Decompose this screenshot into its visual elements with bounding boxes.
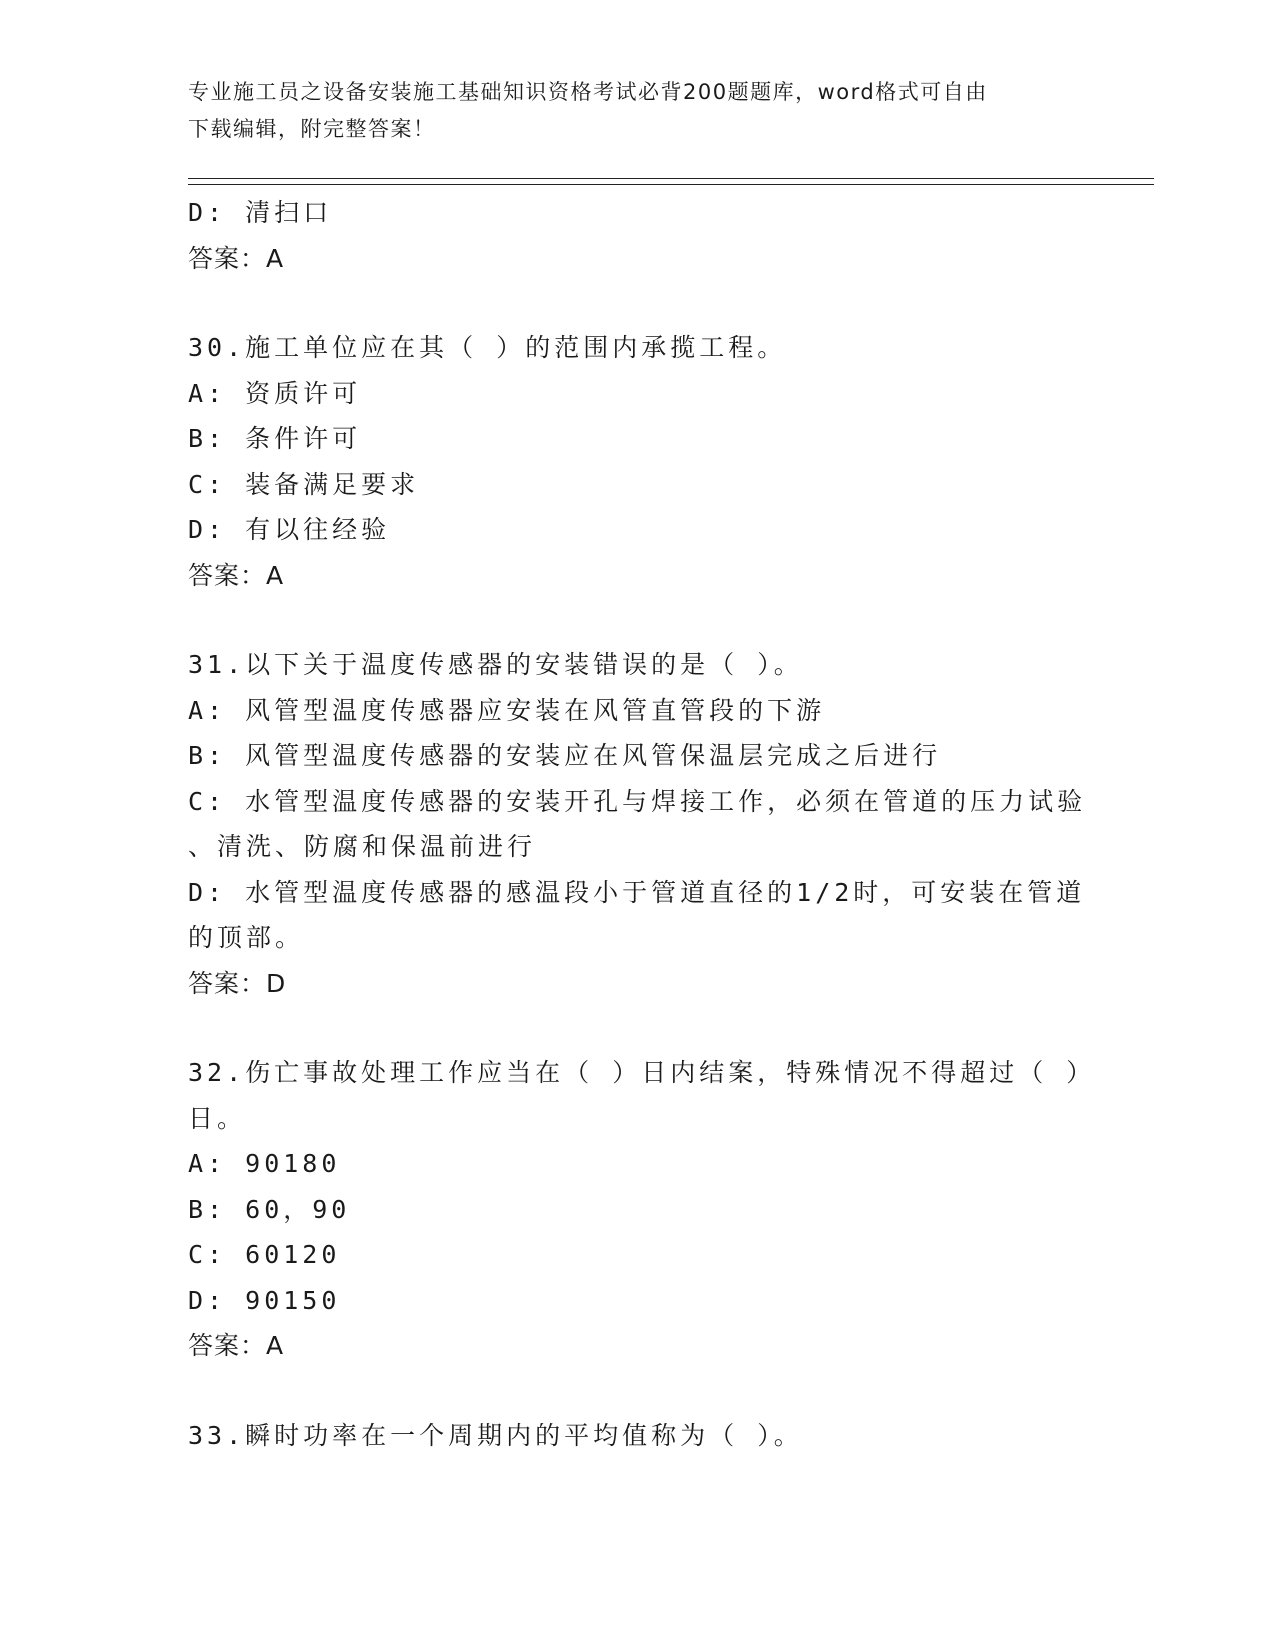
option-d: D: 水管型温度传感器的感温段小于管道直径的1/2时，可安装在管道	[188, 877, 1086, 907]
option-c: C: 装备满足要求	[188, 469, 420, 499]
header-line-1: 专业施工员之设备安装施工基础知识资格考试必背200题题库，word格式可自由	[188, 80, 988, 104]
header-rule-top	[188, 178, 1154, 179]
question-stem-continued: 日。	[188, 1103, 247, 1133]
answer: 答案：A	[188, 560, 285, 590]
answer: 答案：A	[188, 1331, 285, 1360]
document-header	[188, 74, 1068, 148]
question-stem: 31.以下关于温度传感器的安装错误的是（ ）。	[188, 650, 803, 679]
question-list	[188, 190, 1096, 1458]
option-d: D: 90150	[188, 1285, 341, 1315]
option-b: B: 条件许可	[188, 424, 362, 453]
option-a: A: 资质许可	[188, 378, 362, 408]
option-c-continued: 、清洗、防腐和保温前进行	[188, 832, 537, 861]
option-a: A: 风管型温度传感器应安装在风管直管段的下游	[188, 695, 826, 725]
answer: 答案：D	[188, 968, 287, 998]
header-rule-bottom	[188, 184, 1154, 185]
question-30	[188, 325, 1088, 598]
question-33	[188, 1413, 1088, 1459]
header-line-2: 下载编辑，附完整答案！	[188, 117, 436, 141]
option-a: A: 90180	[188, 1149, 341, 1178]
question-stem: 32.伤亡事故处理工作应当在（ ）日内结案，特殊情况不得超过（ ）	[188, 1058, 1096, 1087]
option-d: D: 清扫口	[188, 198, 333, 227]
answer: 答案：A	[188, 243, 285, 273]
question-32	[188, 1050, 1096, 1369]
question-31	[188, 642, 1088, 1006]
option-c: C: 水管型温度传感器的安装开孔与焊接工作，必须在管道的压力试验	[188, 786, 1087, 816]
option-b: B: 60，90	[188, 1194, 351, 1224]
option-d: D: 有以往经验	[188, 515, 391, 544]
option-d-continued: 的顶部。	[188, 923, 305, 952]
question-stem: 30.施工单位应在其（ ）的范围内承揽工程。	[188, 333, 787, 362]
question-29-fragment	[188, 190, 1088, 281]
option-c: C: 60120	[188, 1240, 341, 1269]
option-b: B: 风管型温度传感器的安装应在风管保温层完成之后进行	[188, 741, 942, 770]
question-stem: 33.瞬时功率在一个周期内的平均值称为（ ）。	[188, 1420, 803, 1450]
